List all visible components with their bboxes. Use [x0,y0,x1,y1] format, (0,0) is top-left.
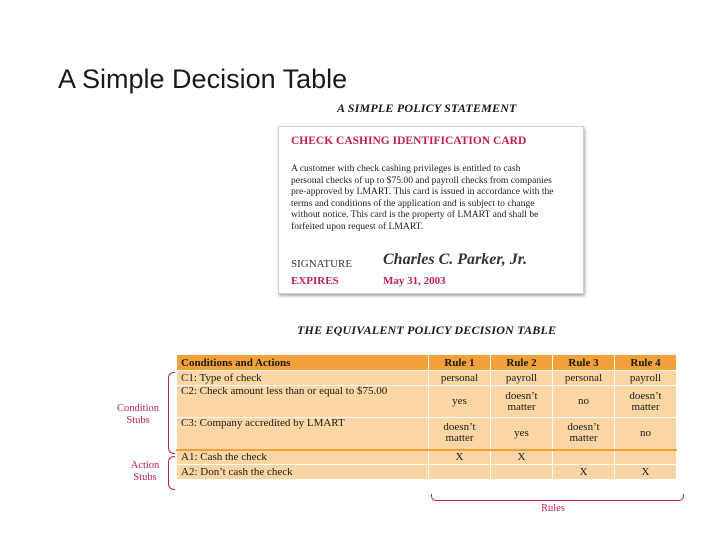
table-cell: yes [491,418,553,450]
table-cell: personal [553,371,615,386]
card-title: CHECK CASHING IDENTIFICATION CARD [291,135,527,147]
table-cell: X [615,465,677,480]
condition-label: C3: Company accredited by LMART [177,418,429,450]
table-cell: doesn’t matter [491,386,553,418]
table-cell: X [553,465,615,480]
table-row [177,386,677,418]
rules-brace [431,494,684,501]
column-header: Rule 4 [615,355,677,371]
column-header: Rule 2 [491,355,553,371]
table-cell: X [491,450,553,465]
card-text-line: personal checks of up to $75.00 and payroll checks from companies [291,174,552,186]
column-header: Conditions and Actions [177,355,429,371]
expires-label: EXPIRES [291,275,339,287]
card-text-line: terms and conditions of the application and is subject to change [291,197,535,209]
condition-stubs-label: Condition Stubs [116,403,159,426]
table-cell: doesn’t matter [615,386,677,418]
table-row [177,418,677,450]
column-header: Rule 3 [553,355,615,371]
condition-stubs-brace [168,372,175,454]
table-row [177,465,677,480]
action-label: A1: Cash the check [177,450,429,465]
table-cell: personal [429,371,491,386]
table-cell: doesn’t matter [429,418,491,450]
column-header: Rule 1 [429,355,491,371]
table-cell: payroll [491,371,553,386]
card-text-line: A customer with check cashing privileges is entitled to cash [291,163,521,174]
expires-value: May 31, 2003 [383,275,446,287]
decision-table-heading: THE EQUIVALENT POLICY DECISION TABLE [297,323,557,337]
condition-label: C2: Check amount less than or equal to $75.00 [177,386,429,418]
card-text [291,163,579,233]
rules-label: Rules [541,503,565,514]
table-cell [615,450,677,465]
slide-title: A Simple Decision Table [58,64,348,94]
decision-table [176,354,677,480]
action-stubs-label: Action Stubs [130,460,160,483]
table-header-row [177,355,677,371]
table-cell: doesn’t matter [553,418,615,450]
table-row [177,371,677,386]
table-cell: no [553,386,615,418]
table-row [177,450,677,465]
identification-card [278,126,584,294]
card-text-line: forfeited upon request of LMART. [291,220,424,232]
table-cell: X [429,450,491,465]
table-cell: yes [429,386,491,418]
policy-statement-heading: A SIMPLE POLICY STATEMENT [337,101,517,115]
table-cell [429,465,491,480]
table-cell: no [615,418,677,450]
action-label: A2: Don’t cash the check [177,465,429,480]
condition-label: C1: Type of check [177,371,429,386]
table-cell [491,465,553,480]
table-cell: payroll [615,371,677,386]
card-text-line: pre-approved by LMART. This card is issued in accordance with the [291,186,554,198]
card-text-line: without notice. This card is the property of LMART and shall be [291,209,539,221]
table-cell [553,450,615,465]
signature-label: SIGNATURE [291,258,353,270]
signature-value: Charles C. Parker, Jr. [383,251,528,268]
